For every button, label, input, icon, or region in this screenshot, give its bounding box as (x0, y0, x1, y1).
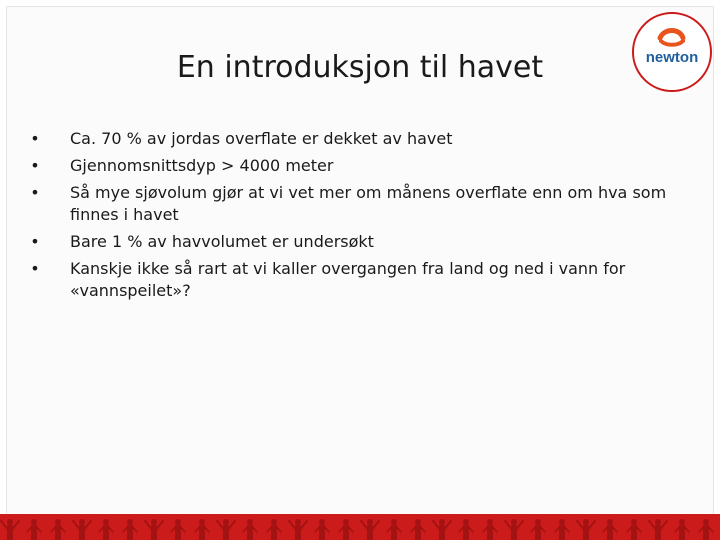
person-silhouette-icon (432, 519, 452, 540)
bullet-item (28, 155, 688, 177)
person-silhouette-icon (338, 519, 354, 540)
bullet-text: Kanskje ikke så rart at vi kaller overgangen fra land og ned i vann for «vannspeilet»? (70, 259, 626, 300)
decorative-footer-band (0, 514, 720, 540)
bullet-item (28, 258, 688, 302)
person-silhouette-icon (0, 519, 20, 540)
bullet-item (28, 182, 688, 226)
person-silhouette-icon (576, 519, 596, 540)
bullet-dot-icon: • (30, 259, 40, 278)
person-silhouette-icon (288, 519, 308, 540)
person-silhouette-icon (386, 519, 402, 540)
person-silhouette-icon (698, 519, 714, 540)
logo-wordmark: newton (645, 49, 699, 66)
person-silhouette-icon (626, 519, 642, 540)
person-silhouette-icon (504, 519, 524, 540)
person-silhouette-icon (482, 519, 498, 540)
bullet-dot-icon: • (30, 232, 40, 251)
person-silhouette-icon (602, 519, 618, 540)
bullet-text: Ca. 70 % av jordas overflate er dekket av havet (70, 129, 453, 148)
person-silhouette-icon (98, 519, 114, 540)
person-silhouette-icon (194, 519, 210, 540)
person-silhouette-icon (554, 519, 570, 540)
bullet-dot-icon: • (30, 156, 40, 175)
person-silhouette-icon (458, 519, 474, 540)
bullet-dot-icon: • (30, 183, 40, 202)
bullet-item (28, 128, 688, 150)
person-silhouette-icon (50, 519, 66, 540)
bullet-item (28, 231, 688, 253)
bullet-text: Så mye sjøvolum gjør at vi vet mer om månens overflate enn om hva som finnes i havet (70, 183, 667, 224)
person-silhouette-icon (266, 519, 282, 540)
person-silhouette-icon (242, 519, 258, 540)
person-silhouette-icon (360, 519, 380, 540)
bullet-text: Bare 1 % av havvolumet er undersøkt (70, 232, 374, 251)
bullet-text: Gjennomsnittsdyp > 4000 meter (70, 156, 334, 175)
person-silhouette-icon (314, 519, 330, 540)
person-silhouette-icon (72, 519, 92, 540)
person-silhouette-icon (674, 519, 690, 540)
slide-title: En introduksjon til havet (176, 50, 544, 85)
person-silhouette-icon (170, 519, 186, 540)
person-silhouette-icon (530, 519, 546, 540)
person-silhouette-icon (26, 519, 42, 540)
person-silhouette-icon (410, 519, 426, 540)
person-silhouette-icon (216, 519, 236, 540)
person-silhouette-icon (122, 519, 138, 540)
newton-logo (630, 10, 714, 94)
bullet-list (28, 128, 688, 307)
person-silhouette-icon (144, 519, 164, 540)
bullet-dot-icon: • (30, 129, 40, 148)
person-silhouette-icon (648, 519, 668, 540)
